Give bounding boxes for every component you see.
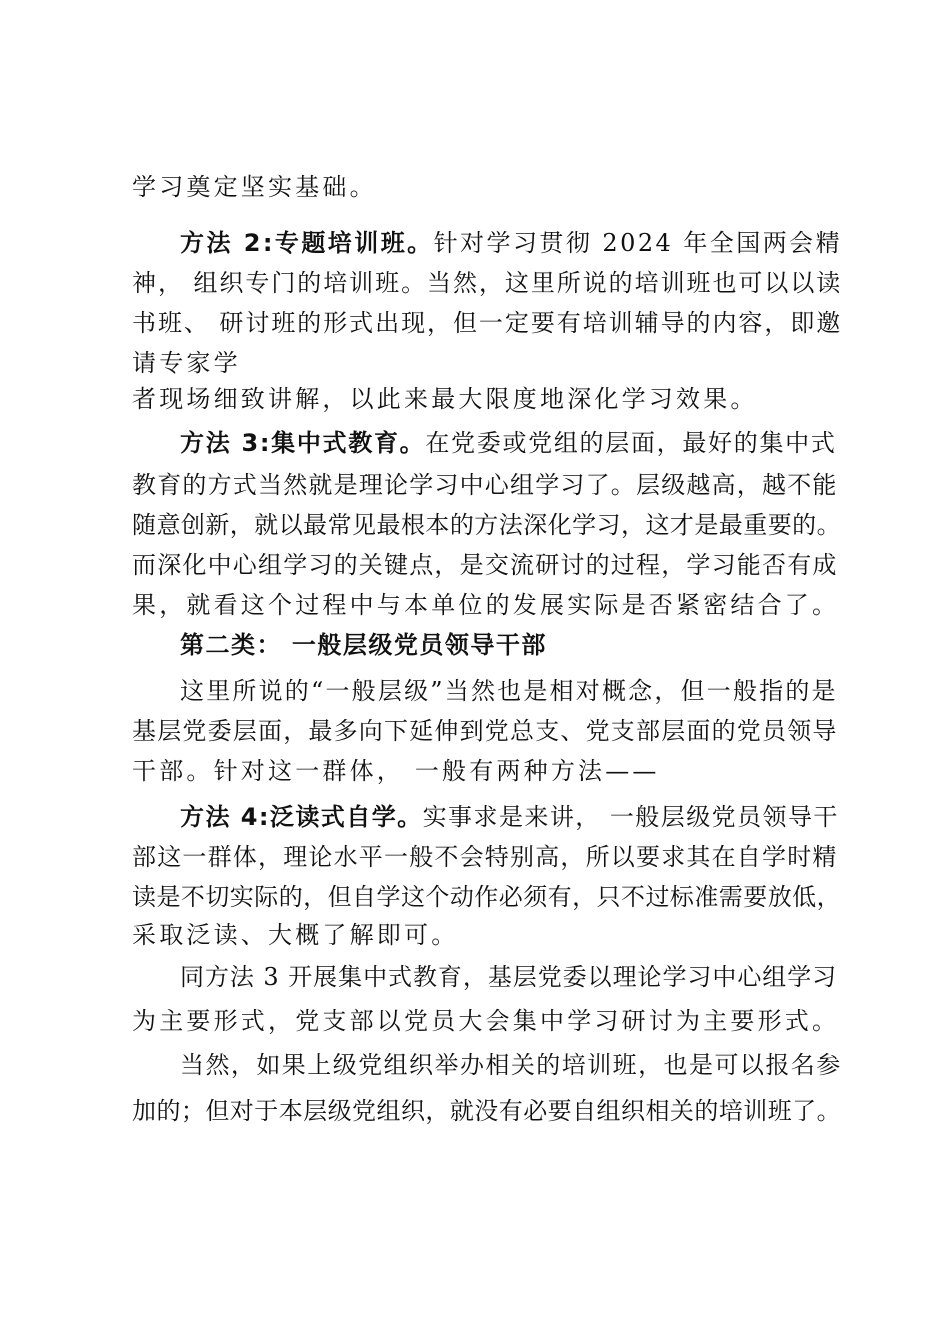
line-text: 学习奠定坚实基础。	[132, 173, 377, 201]
line-text: 当然，如果上级党组织举办相关的培训班，也是可以报名参	[180, 1051, 842, 1079]
paragraph-line	[132, 714, 842, 748]
line-text: 部这一群体，理论水平一般不会特别高，所以要求其在自学时精	[132, 843, 838, 871]
paragraph-line	[132, 306, 842, 340]
line-text: 随意创新，就以最常见最根本的方法深化学习，这才是最重要的。	[132, 511, 842, 539]
line-text: 果，就看这个过程中与本单位的发展实际是否紧密结合了。	[132, 591, 840, 619]
line-text: 加的；但对于本层级党组织，就没有必要自组织相关的培训班了。	[132, 1097, 842, 1125]
paragraph-line	[132, 918, 842, 952]
paragraph-line	[132, 754, 842, 788]
line-text: 基层党委层面，最多向下延伸到党总支、党支部层面的党员领导	[132, 717, 838, 745]
line-text: 教育的方式当然就是理论学习中心组学习了。层级越高，越不能	[132, 471, 838, 499]
line-text: 同方法 3 开展集中式教育，基层党委以理论学习中心组学习	[180, 963, 838, 991]
line-text: 读是不切实际的，但自学这个动作必须有，只不过标准需要放低，	[132, 883, 842, 911]
paragraph-line	[132, 508, 842, 542]
line-text: 在党委或党组的层面，最好的集中式	[425, 429, 837, 457]
paragraph-line	[180, 1048, 842, 1082]
paragraph-line	[132, 382, 842, 416]
method-4-heading: 方法 4:泛读式自学。	[180, 803, 423, 831]
paragraph-line	[132, 468, 842, 502]
paragraph-line	[132, 346, 842, 380]
paragraph-line	[132, 880, 842, 914]
line-text: 者现场细致讲解，以此来最大限度地深化学习效果。	[132, 385, 758, 413]
line-text: 书班、 研讨班的形式出现，但一定要有培训辅导的内容，即邀	[132, 309, 843, 337]
paragraph-line	[180, 674, 842, 708]
paragraph-line	[180, 226, 842, 260]
paragraph-line	[180, 960, 842, 994]
paragraph-line	[180, 426, 842, 460]
paragraph-line	[132, 548, 842, 582]
line-text: 采取泛读、大概了解即可。	[132, 921, 459, 949]
method-3-heading: 方法 3:集中式教育。	[180, 429, 426, 457]
line-text: 这里所说的“一般层级”当然也是相对概念，但一般指的是	[180, 677, 838, 705]
line-text: 干部。针对这一群体， 一般有两种方法——	[132, 757, 660, 785]
line-text: 针对学习贯彻 2024 年全国两会精	[433, 229, 843, 257]
paragraph-line	[132, 588, 842, 622]
paragraph-line	[132, 840, 842, 874]
line-text: 而深化中心组学习的关键点，是交流研讨的过程，学习能否有成	[132, 551, 838, 579]
section-heading	[180, 628, 842, 662]
line-text: 为主要形式，党支部以党员大会集中学习研讨为主要形式。	[132, 1007, 840, 1035]
section-heading-text: 第二类： 一般层级党员领导干部	[180, 631, 547, 659]
paragraph-line	[132, 170, 842, 204]
method-2-heading: 方法 2:专题培训班。	[180, 229, 434, 257]
paragraph-line	[132, 1004, 842, 1038]
line-text: 神， 组织专门的培训班。当然，这里所说的培训班也可以以读	[132, 269, 843, 297]
paragraph-line	[180, 800, 842, 834]
paragraph-line	[132, 1094, 842, 1128]
paragraph-line	[132, 266, 842, 300]
line-text: 实事求是来讲， 一般层级党员领导干	[422, 803, 839, 831]
line-text: 请专家学	[132, 349, 241, 377]
